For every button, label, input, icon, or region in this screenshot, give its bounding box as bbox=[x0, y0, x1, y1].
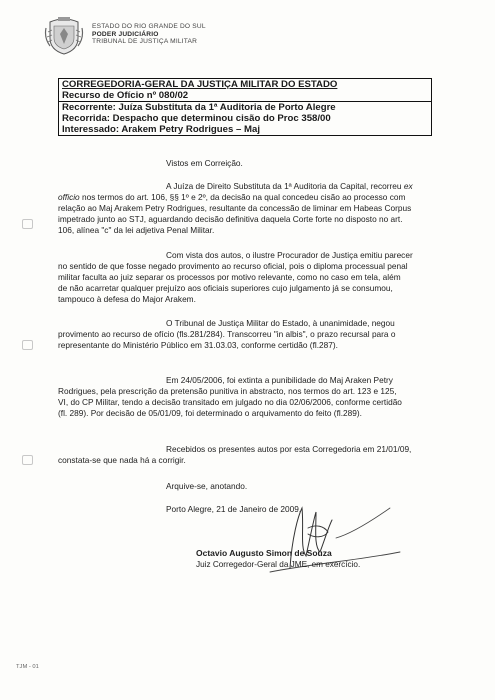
letterhead-state: ESTADO DO RIO GRANDE DO SUL bbox=[92, 23, 206, 30]
p4-line2: Rodrigues, pela prescrição da pretensão punitiva in abstracto, nos termos do art. 123 e 125, bbox=[58, 386, 397, 396]
greeting: Vistos em Correição. bbox=[166, 158, 243, 168]
p2-line3: militar faculta ao juiz separar os processos por motivo relevante, como no caso em tela, além bbox=[58, 272, 401, 282]
signatory-role: Juiz Corregedor-Geral da JME, em exercício. bbox=[196, 560, 361, 569]
p4-line3: VI, do CP Militar, tendo a decisão transitado em julgado no dia 02/06/2006, conforme certidão bbox=[58, 397, 402, 407]
margin-mark bbox=[22, 340, 33, 350]
p1-line5: 106, alínea "c" da lei adjetiva Penal Militar. bbox=[58, 225, 215, 235]
case-interested-party: Interessado: Arakem Petry Rodrigues – Maj bbox=[62, 124, 260, 135]
p2-line5: tampouco à defesa do Major Arakem. bbox=[58, 294, 196, 304]
p2-line1: Com vista dos autos, o ilustre Procurador de Justiça emitiu parecer bbox=[166, 250, 413, 260]
paragraph-1 bbox=[58, 181, 430, 236]
paragraph-5 bbox=[58, 444, 430, 466]
p1-italic-officio: officio bbox=[58, 192, 80, 202]
letterhead bbox=[92, 23, 206, 46]
case-number: Recurso de Ofício nº 080/02 bbox=[59, 90, 431, 102]
p1-line1: A Juíza de Direito Substituta da 1ª Auditoria da Capital, recorreu bbox=[166, 181, 402, 191]
letterhead-court: TRIBUNAL DE JUSTIÇA MILITAR bbox=[92, 38, 198, 46]
p5-line2: constata-se que nada há a corrigir. bbox=[58, 455, 186, 465]
p5-line1: Recebidos os presentes autos por esta Corregedoria em 21/01/09, bbox=[166, 444, 412, 454]
case-appealed-decision: Recorrida: Despacho que determinou cisão do Proc 358/00 bbox=[62, 113, 331, 124]
case-header-title: CORREGEDORIA-GERAL DA JUSTIÇA MILITAR DO ESTADO bbox=[62, 79, 338, 90]
p3-line1: O Tribunal de Justiça Militar do Estado, à unanimidade, negou bbox=[166, 318, 395, 328]
p1-line3: relação ao Maj Arakem Petry Rodrigues, resultante da concessão de liminar em Habeas Corpus bbox=[58, 203, 412, 213]
form-code: TJM - 01 bbox=[16, 664, 39, 670]
p2-line4: de não acarretar qualquer prejuízo aos oficiais superiores cujo julgamento já se consumou, bbox=[58, 283, 393, 293]
coat-of-arms-icon bbox=[44, 14, 84, 56]
paragraph-3 bbox=[58, 318, 430, 351]
p1-italic-ex: ex bbox=[403, 181, 413, 191]
p1-line2: nos termos do art. 106, §§ 1º e 2º, da decisão na qual concedeu cisão ao processo com bbox=[79, 192, 406, 202]
case-appellant: Recorrente: Juíza Substituta da 1ª Auditoria de Porto Alegre bbox=[62, 102, 336, 113]
date-line: Porto Alegre, 21 de Janeiro de 2009. bbox=[166, 504, 302, 514]
p3-line2: provimento ao recurso de ofício (fls.281/284). Transcorreu "in albis", o prazo recursal para o bbox=[58, 329, 396, 339]
margin-mark bbox=[22, 455, 33, 465]
p1-line4: impetrado junto ao STJ, aguardando decisão definitiva daquela Corte forte no disposto no art. bbox=[58, 214, 403, 224]
p2-line2: no sentido de que fosse negado provimento ao recurso oficial, pois o diploma processual penal bbox=[58, 261, 408, 271]
p4-line1: Em 24/05/2006, foi extinta a punibilidade do Maj Araken Petry bbox=[166, 375, 393, 385]
signatory-name: Octavio Augusto Simon de Souza bbox=[196, 548, 332, 558]
paragraph-2 bbox=[58, 250, 430, 305]
letterhead-power: PODER JUDICIÁRIO bbox=[92, 30, 159, 38]
paragraph-4 bbox=[58, 375, 430, 419]
p3-line3: representante do Ministério Público em 31.03.03, conforme certidão (fl.287). bbox=[58, 340, 338, 350]
closing-line: Arquive-se, anotando. bbox=[166, 481, 248, 491]
p4-line4: (fl. 289). Por decisão de 05/01/09, foi determinado o arquivamento do feito (fl.289). bbox=[58, 408, 362, 418]
case-header-box bbox=[58, 78, 432, 136]
margin-mark bbox=[22, 219, 33, 229]
